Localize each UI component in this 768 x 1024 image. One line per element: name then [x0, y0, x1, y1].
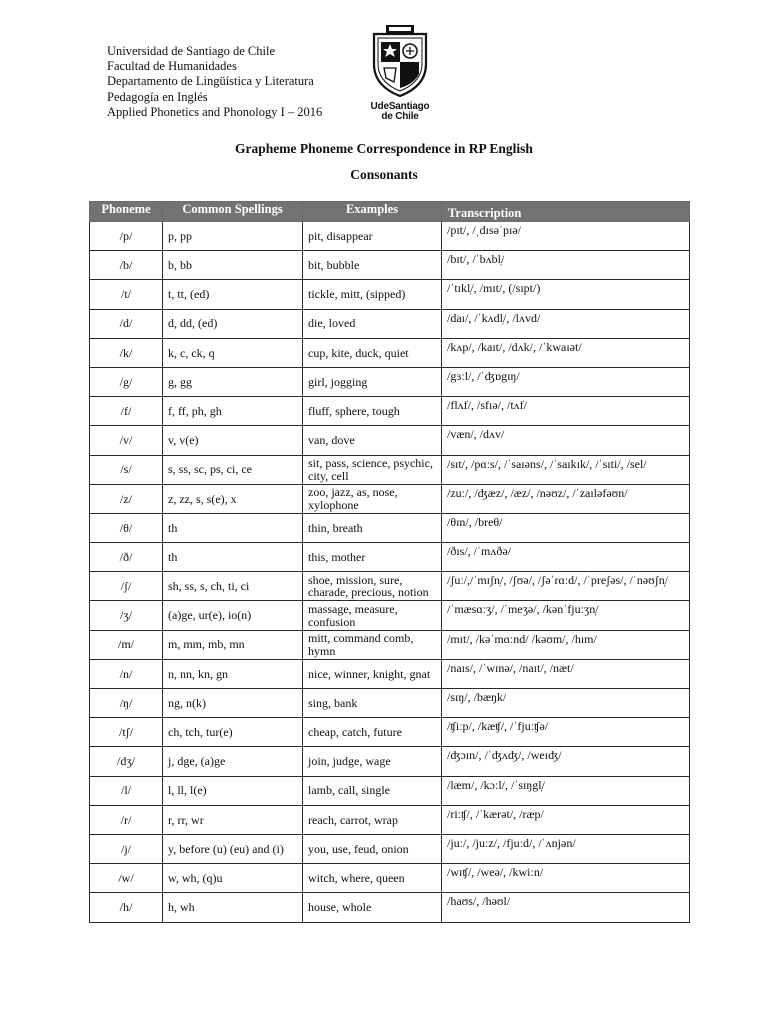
- transcription-cell: /riːʧ/, /ˈkærət/, /ræp/: [442, 805, 690, 834]
- phoneme-cell: /n/: [90, 659, 163, 688]
- spellings-cell: ch, tch, tur(e): [163, 718, 303, 747]
- table-row: [90, 805, 690, 834]
- table-row: [90, 543, 690, 572]
- phoneme-cell: /ʃ/: [90, 572, 163, 601]
- table-row: [90, 718, 690, 747]
- table-row: [90, 834, 690, 863]
- header-line-department: Departamento de Lingüística y Literatura: [107, 74, 314, 89]
- spellings-cell: l, ll, l(e): [163, 776, 303, 805]
- table-row: [90, 426, 690, 455]
- table-row: [90, 572, 690, 601]
- transcription-cell: /mɪt/, /kəˈmɑːnd/ /kəʊm/, /hɪm/: [442, 630, 690, 659]
- table-body: [90, 222, 690, 923]
- examples-cell: cheap, catch, future: [303, 718, 442, 747]
- table-row: [90, 280, 690, 309]
- spellings-cell: m, mm, mb, mn: [163, 630, 303, 659]
- transcription-cell: /wɪʧ/, /weə/, /kwiːn/: [442, 864, 690, 893]
- university-crest-icon: [362, 24, 438, 100]
- header-examples: Examples: [303, 202, 442, 222]
- examples-cell: this, mother: [303, 543, 442, 572]
- logo-text-line1: UdeSantiago: [370, 101, 430, 112]
- examples-cell: pit, disappear: [303, 222, 442, 251]
- transcription-cell: /bɪt/, /ˈbʌbl̩/: [442, 251, 690, 280]
- spellings-cell: sh, ss, s, ch, ti, ci: [163, 572, 303, 601]
- table-row: [90, 222, 690, 251]
- header-phoneme: Phoneme: [90, 202, 163, 222]
- spellings-cell: b, bb: [163, 251, 303, 280]
- examples-cell: thin, breath: [303, 513, 442, 542]
- transcription-cell: /naɪs/, /ˈwɪnə/, /naɪt/, /næt/: [442, 659, 690, 688]
- table-row: [90, 309, 690, 338]
- examples-cell: you, use, feud, onion: [303, 834, 442, 863]
- table-row: [90, 659, 690, 688]
- table-row: [90, 747, 690, 776]
- header-line-course: Applied Phonetics and Phonology I – 2016: [107, 104, 323, 119]
- phoneme-cell: /ŋ/: [90, 689, 163, 718]
- examples-cell: girl, jogging: [303, 367, 442, 396]
- transcription-cell: /gɜːl/, /ˈʤɒgɪŋ/: [442, 367, 690, 396]
- phoneme-cell: /j/: [90, 834, 163, 863]
- transcription-cell: /ˈtɪkl̩/, /mɪt/, (/sɪpt/): [442, 280, 690, 309]
- examples-cell: witch, where, queen: [303, 864, 442, 893]
- examples-cell: van, dove: [303, 426, 442, 455]
- transcription-cell: /læm/, /kɔːl/, /ˈsɪŋgl̩/: [442, 776, 690, 805]
- table-row: [90, 251, 690, 280]
- transcription-cell: /ʃuː/,/ˈmɪʃn̩/, /ʃʊə/, /ʃəˈrɑːd/, /ˈpreʃəs/, /ˈnəʊʃn̩/: [442, 572, 690, 601]
- table-row: [90, 338, 690, 367]
- spellings-cell: ng, n(k): [163, 689, 303, 718]
- table-row: [90, 397, 690, 426]
- transcription-cell: /ʤɔɪn/, /ˈʤʌʤ/, /weɪʤ/: [442, 747, 690, 776]
- transcription-cell: /ʧiːp/, /kæʧ/, /ˈfjuːʧə/: [442, 718, 690, 747]
- examples-cell: bit, bubble: [303, 251, 442, 280]
- table-row: [90, 893, 690, 922]
- table-header-row: [90, 202, 690, 222]
- table-row: [90, 776, 690, 805]
- examples-cell: house, whole: [303, 893, 442, 922]
- correspondence-table: [89, 201, 690, 923]
- examples-cell: join, judge, wage: [303, 747, 442, 776]
- phoneme-cell: /h/: [90, 893, 163, 922]
- phoneme-cell: /p/: [90, 222, 163, 251]
- transcription-cell: /sɪt/, /pɑːs/, /ˈsaɪəns/, /ˈsaɪkɪk/, /ˈsɪti/, /sel/: [442, 455, 690, 484]
- phoneme-cell: /θ/: [90, 513, 163, 542]
- table-row: [90, 484, 690, 513]
- transcription-cell: /zuː/, /ʤæz/, /æz/, /nəʊz/, /ˈzaɪləfəʊn/: [442, 484, 690, 513]
- spellings-cell: r, rr, wr: [163, 805, 303, 834]
- phoneme-cell: /f/: [90, 397, 163, 426]
- examples-cell: reach, carrot, wrap: [303, 805, 442, 834]
- transcription-cell: /haʊs/, /həʊl/: [442, 893, 690, 922]
- page-subtitle: Consonants: [350, 167, 418, 182]
- institution-header: [107, 44, 322, 120]
- spellings-cell: v, v(e): [163, 426, 303, 455]
- examples-cell: mitt, command comb, hymn: [303, 630, 442, 659]
- transcription-cell: /ˈmæsɑːʒ/, /ˈmeʒə/, /kənˈfjuːʒn̩/: [442, 601, 690, 630]
- spellings-cell: p, pp: [163, 222, 303, 251]
- table-row: [90, 513, 690, 542]
- spellings-cell: h, wh: [163, 893, 303, 922]
- logo-text-line2: de Chile: [381, 111, 419, 122]
- transcription-cell: /flʌf/, /sfɪə/, /tʌf/: [442, 397, 690, 426]
- spellings-cell: th: [163, 513, 303, 542]
- spellings-cell: k, c, ck, q: [163, 338, 303, 367]
- spellings-cell: f, ff, ph, gh: [163, 397, 303, 426]
- header-line-faculty: Facultad de Humanidades: [107, 59, 237, 74]
- phoneme-cell: /z/: [90, 484, 163, 513]
- spellings-cell: g, gg: [163, 367, 303, 396]
- examples-cell: nice, winner, knight, gnat: [303, 659, 442, 688]
- transcription-cell: /kʌp/, /kaɪt/, /dʌk/, /ˈkwaɪət/: [442, 338, 690, 367]
- phoneme-cell: /k/: [90, 338, 163, 367]
- phoneme-cell: /s/: [90, 455, 163, 484]
- spellings-cell: s, ss, sc, ps, ci, ce: [163, 455, 303, 484]
- examples-cell: sit, pass, science, psychic, city, cell: [303, 455, 442, 484]
- phoneme-cell: /ʒ/: [90, 601, 163, 630]
- examples-cell: fluff, sphere, tough: [303, 397, 442, 426]
- examples-cell: sing, bank: [303, 689, 442, 718]
- spellings-cell: (a)ge, ur(e), io(n): [163, 601, 303, 630]
- spellings-cell: d, dd, (ed): [163, 309, 303, 338]
- phoneme-cell: /tʃ/: [90, 718, 163, 747]
- table-row: [90, 689, 690, 718]
- transcription-cell: /ðɪs/, /ˈmʌðə/: [442, 543, 690, 572]
- transcription-cell: /daɪ/, /ˈkʌdl̩/, /lʌvd/: [442, 309, 690, 338]
- phoneme-cell: /v/: [90, 426, 163, 455]
- table-row: [90, 455, 690, 484]
- phoneme-cell: /m/: [90, 630, 163, 659]
- spellings-cell: th: [163, 543, 303, 572]
- spellings-cell: n, nn, kn, gn: [163, 659, 303, 688]
- phoneme-cell: /w/: [90, 864, 163, 893]
- examples-cell: massage, measure, confusion: [303, 601, 442, 630]
- header-transcription: Transcription: [442, 202, 690, 222]
- examples-cell: lamb, call, single: [303, 776, 442, 805]
- spellings-cell: w, wh, (q)u: [163, 864, 303, 893]
- phoneme-cell: /l/: [90, 776, 163, 805]
- phoneme-cell: /r/: [90, 805, 163, 834]
- phoneme-cell: /ð/: [90, 543, 163, 572]
- table-row: [90, 864, 690, 893]
- spellings-cell: z, zz, s, s(e), x: [163, 484, 303, 513]
- university-logo: [362, 24, 438, 124]
- spellings-cell: y, before (u) (eu) and (i): [163, 834, 303, 863]
- phoneme-cell: /dʒ/: [90, 747, 163, 776]
- transcription-cell: /θɪn/, /breθ/: [442, 513, 690, 542]
- examples-cell: cup, kite, duck, quiet: [303, 338, 442, 367]
- spellings-cell: t, tt, (ed): [163, 280, 303, 309]
- header-line-university: Universidad de Santiago de Chile: [107, 44, 276, 58]
- transcription-cell: /væn/, /dʌv/: [442, 426, 690, 455]
- header-common-spellings: Common Spellings: [163, 202, 303, 222]
- spellings-cell: j, dge, (a)ge: [163, 747, 303, 776]
- transcription-cell: /juː/, /juːz/, /fjuːd/, /ˈʌnjən/: [442, 834, 690, 863]
- table-row: [90, 367, 690, 396]
- examples-cell: tickle, mitt, (sipped): [303, 280, 442, 309]
- examples-cell: shoe, mission, sure, charade, precious, notion: [303, 572, 442, 601]
- page-title: Grapheme Phoneme Correspondence in RP English: [235, 141, 533, 156]
- phoneme-cell: /b/: [90, 251, 163, 280]
- examples-cell: zoo, jazz, as, nose, xylophone: [303, 484, 442, 513]
- transcription-cell: /sɪŋ/, /bæŋk/: [442, 689, 690, 718]
- table-row: [90, 601, 690, 630]
- phoneme-cell: /d/: [90, 309, 163, 338]
- header-line-program: Pedagogía en Inglés: [107, 89, 208, 104]
- table-row: [90, 630, 690, 659]
- phoneme-cell: /t/: [90, 280, 163, 309]
- examples-cell: die, loved: [303, 309, 442, 338]
- phoneme-cell: /g/: [90, 367, 163, 396]
- transcription-cell: /pɪt/, /ˌdɪsəˈpɪə/: [442, 222, 690, 251]
